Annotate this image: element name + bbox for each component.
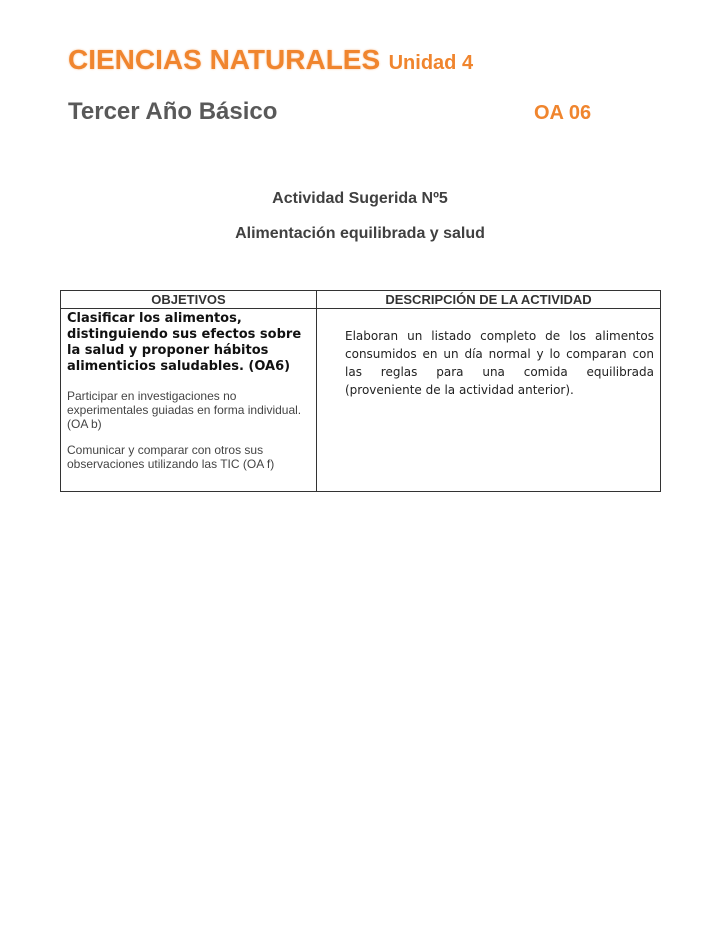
activity-table: [60, 290, 661, 492]
secondary-objective: Comunicar y comparar con otros sus observaciones utilizando las TIC (OA f): [67, 443, 275, 471]
oa-code-label: OA 06: [534, 102, 592, 124]
table-header-row: [61, 291, 661, 309]
main-objective: Clasificar los alimentos, distinguiendo sus efectos sobre la salud y proponer hábitos alimenticios saludables. (OA6): [67, 311, 302, 374]
activity-subtitle: Alimentación equilibrada y salud: [235, 225, 485, 242]
description-cell: [317, 309, 661, 492]
subject-title: CIENCIAS NATURALES: [68, 44, 381, 75]
objectives-cell: [61, 309, 317, 492]
activity-description: Elaboran un listado completo de los alimentos consumidos en un día normal y lo comparan con las reglas para una comida equilibrada (proveniente de la actividad anterior).: [345, 329, 654, 397]
description-header: DESCRIPCIÓN DE LA ACTIVIDAD: [317, 291, 661, 309]
unit-label: Unidad 4: [388, 52, 474, 74]
table-row: [61, 309, 661, 492]
activity-title: Actividad Sugerida Nº5: [272, 190, 448, 207]
document-title: [68, 44, 473, 76]
grade-title: Tercer Año Básico: [68, 98, 278, 125]
secondary-objective: Participar en investigaciones no experimentales guiadas en forma individual. (OA b): [67, 389, 302, 431]
objectives-header: OBJETIVOS: [61, 291, 317, 309]
